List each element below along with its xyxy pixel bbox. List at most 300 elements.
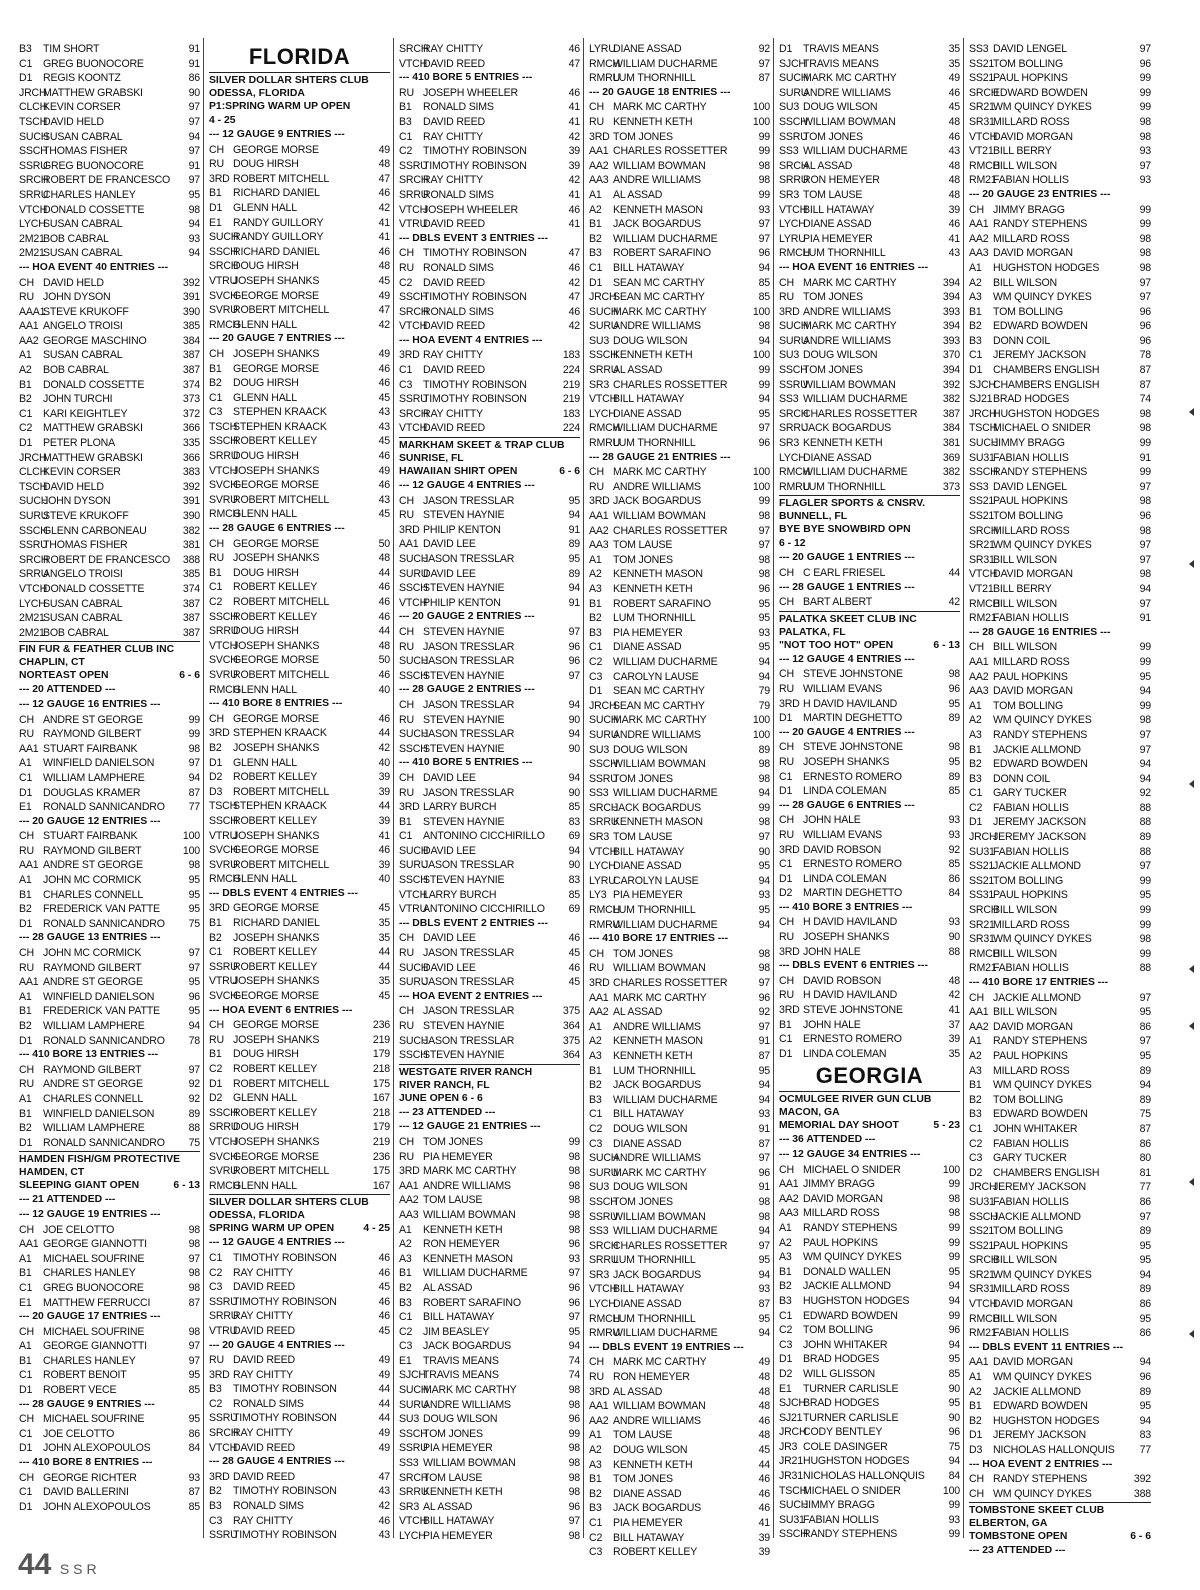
shooter-name: WILLIAM DUCHARME: [613, 1327, 718, 1340]
result-row: [969, 130, 1151, 145]
class-code: A1: [19, 1092, 32, 1105]
score: 42: [568, 320, 580, 333]
shooter-name: DOUG HIRSH: [233, 260, 299, 273]
event-header: --- 23 ATTENDED ---: [399, 1106, 496, 1118]
result-row: [589, 582, 770, 597]
result-row: [399, 1514, 580, 1529]
class-code: RMCH: [969, 597, 1000, 610]
result-row: [209, 289, 390, 304]
score: 100: [752, 349, 770, 362]
shooter-name: DAVID BALLERINI: [43, 1486, 129, 1499]
class-code: SJCH: [779, 57, 806, 70]
shooter-name: PAUL HOPKINS: [993, 889, 1068, 902]
shooter-name: HUGHSTON HODGES: [993, 407, 1100, 420]
shooter-name: ANGELO TROISI: [43, 568, 123, 581]
class-code: SRCH: [589, 1239, 619, 1252]
class-code: JRCH: [19, 86, 47, 99]
score: 91: [758, 1035, 770, 1048]
score: 94: [758, 670, 770, 683]
class-code: D2: [209, 1092, 223, 1105]
class-code: SSRU: [399, 393, 428, 406]
result-row: [19, 1252, 200, 1267]
score: 99: [1139, 641, 1151, 654]
shooter-name: RANDY GUILLORY: [233, 216, 324, 229]
score: 89: [568, 567, 580, 580]
shooter-name: ROBERT MITCHELL: [233, 1165, 330, 1178]
result-row: [19, 626, 200, 641]
score: 388: [1133, 1487, 1151, 1500]
result-row: [779, 872, 960, 887]
score: 47: [378, 304, 390, 317]
shooter-name: LUM THORNHILL: [803, 247, 886, 260]
score: 90: [948, 1411, 960, 1424]
class-code: LYCH: [19, 597, 46, 610]
score: 97: [1139, 860, 1151, 873]
shooter-name: TIM SHORT: [43, 43, 100, 55]
result-row: [209, 1047, 390, 1062]
score: 93: [948, 828, 960, 841]
event-header: --- 20 GAUGE 2 ENTRIES ---: [399, 611, 535, 623]
shooter-name: WILLIAM BOWMAN: [423, 1208, 516, 1221]
score: 41: [948, 232, 960, 245]
class-code: CLCH: [19, 466, 48, 479]
shooter-name: PIA HEMEYER: [613, 889, 683, 902]
score: 99: [568, 1135, 580, 1148]
result-row: [399, 1412, 580, 1427]
class-code: SUCH: [969, 437, 999, 450]
result-row: [589, 421, 770, 436]
shooter-name: ROBERT KELLEY: [233, 960, 318, 973]
score: 236: [372, 1150, 390, 1163]
class-code: AA1: [589, 510, 609, 522]
result-row: [969, 874, 1151, 889]
result-row: [589, 1180, 770, 1195]
shooter-name: GEORGE MORSE: [233, 902, 319, 915]
result-row: [19, 42, 200, 57]
shoot-name: 4 - 25: [209, 115, 236, 126]
score: 387: [182, 349, 200, 362]
result-row: [969, 524, 1151, 539]
score: 100: [752, 714, 770, 727]
class-code: B2: [969, 1414, 982, 1427]
result-row: [589, 553, 770, 568]
class-code: A3: [969, 291, 982, 304]
shooter-name: RON HEMEYER: [803, 174, 880, 187]
result-row: [589, 538, 770, 553]
score: 46: [568, 932, 580, 945]
shooter-name: GEORGE MORSE: [233, 289, 319, 302]
score: 97: [188, 961, 200, 974]
score: 387: [182, 626, 200, 639]
score: 98: [568, 1194, 580, 1207]
score: 94: [568, 1340, 580, 1353]
score: 94: [758, 1093, 770, 1106]
shooter-name: GARY TUCKER: [993, 787, 1067, 800]
score: 95: [1139, 670, 1151, 683]
shooter-name: RAYMOND GILBERT: [43, 728, 142, 741]
result-row: [19, 188, 200, 203]
shooter-name: PAUL HOPKINS: [993, 670, 1068, 683]
score: 43: [378, 1529, 390, 1542]
result-row: [969, 801, 1151, 816]
class-code: D1: [209, 201, 223, 214]
score: 98: [758, 568, 770, 581]
score: 39: [758, 1546, 770, 1559]
shooter-name: WILLIAM DUCHARME: [613, 1225, 718, 1238]
shooter-name: TOM BOLLING: [993, 57, 1064, 70]
class-code: CH: [969, 203, 984, 216]
shooter-name: GEORGE GIANNOTTI: [43, 1238, 147, 1251]
class-code: SUCH: [399, 728, 429, 741]
class-code: VTRU: [399, 903, 428, 916]
score: 93: [948, 1513, 960, 1526]
result-row: [969, 334, 1151, 349]
result-row: [209, 303, 390, 318]
shooter-name: CAROLYN LAUSE: [613, 874, 699, 887]
class-code: SRRU: [19, 568, 49, 581]
class-code: RU: [589, 962, 604, 975]
shooter-name: WM QUINCY DYKES: [993, 539, 1092, 552]
score: 48: [378, 158, 390, 171]
result-row: [19, 86, 200, 101]
shooter-name: DAVID MORGAN: [993, 1356, 1073, 1369]
result-row: [209, 1528, 390, 1543]
class-code: SRCH: [969, 524, 999, 537]
result-row: [589, 713, 770, 728]
score: 98: [188, 203, 200, 216]
shooter-name: JACK BOGARDUS: [613, 495, 702, 508]
score: 93: [188, 232, 200, 245]
result-row: [969, 115, 1151, 130]
shoot-name: P1:SPRING WARM UP OPEN: [209, 101, 351, 112]
score: 94: [758, 261, 770, 274]
score: 89: [948, 712, 960, 725]
result-row: [969, 86, 1151, 101]
shooter-name: EDWARD BOWDEN: [993, 758, 1088, 771]
score: 92: [188, 1078, 200, 1091]
class-code: SRCH: [19, 553, 49, 566]
shooter-name: WILLIAM DUCHARME: [423, 1267, 528, 1280]
shooter-name: LUM THORNHILL: [613, 904, 696, 917]
class-code: C3: [399, 1340, 413, 1353]
shooter-name: RANDY STEPHENS: [993, 466, 1088, 479]
shooter-name: MARK MC CARTHY: [613, 1356, 707, 1369]
shooter-name: DAVID REED: [423, 115, 485, 128]
score: 95: [1139, 1312, 1151, 1325]
shooter-name: TOM LAUSE: [613, 1429, 673, 1442]
shooter-name: ROBERT SARAFINO: [423, 1296, 521, 1309]
score: 74: [1139, 393, 1151, 406]
club-location: RIVER RANCH, FL: [399, 1079, 490, 1091]
class-code: VTCH: [969, 568, 998, 581]
result-row: [589, 801, 770, 816]
score: 100: [942, 1163, 960, 1176]
class-code: 2M21: [19, 626, 45, 639]
score: 375: [562, 1005, 580, 1018]
shooter-name: JASON TRESSLAR: [423, 728, 515, 741]
result-row: [589, 290, 770, 305]
result-row: [399, 305, 580, 320]
class-code: SJCH: [969, 378, 996, 391]
class-code: B3: [399, 1296, 412, 1309]
class-code: VTCH: [969, 1298, 998, 1311]
score: 97: [758, 422, 770, 435]
result-row: [399, 1179, 580, 1194]
result-row: [399, 1471, 580, 1486]
class-code: SR21: [969, 918, 995, 931]
shooter-name: ANDRE WILLIAMS: [423, 1179, 511, 1192]
shooter-name: DAVID REED: [233, 1470, 295, 1483]
shooter-name: BILL HATAWAY: [613, 261, 685, 274]
class-code: SRCH: [589, 801, 619, 814]
result-row: [399, 931, 580, 946]
score: 80: [1139, 1152, 1151, 1165]
score: 87: [188, 1486, 200, 1499]
result-row: [209, 405, 390, 420]
score: 46: [568, 961, 580, 974]
result-row: [589, 1399, 770, 1414]
shoot-title: [969, 1530, 1151, 1544]
class-code: 2M21: [19, 232, 45, 245]
result-row: [589, 1151, 770, 1166]
shooter-name: GLENN HALL: [233, 873, 297, 886]
shooter-name: TOM LAUSE: [803, 188, 863, 201]
result-row: [589, 1093, 770, 1108]
class-code: RU: [779, 291, 794, 304]
class-code: SURU: [779, 86, 809, 99]
class-code: SU31: [969, 845, 995, 858]
result-row: [589, 1297, 770, 1312]
class-code: RMCH: [209, 508, 240, 521]
result-row: [969, 232, 1151, 247]
class-code: SSRU: [399, 1442, 428, 1455]
shooter-name: ROBERT DE FRANCESCO: [43, 553, 171, 566]
score: 392: [942, 378, 960, 391]
score: 95: [188, 188, 200, 201]
magazine-name: SSR: [59, 1561, 101, 1577]
class-code: C3: [589, 1137, 603, 1150]
class-code: CH: [779, 916, 794, 929]
class-code: SURU: [589, 1166, 619, 1179]
shooter-name: BILL WILSON: [993, 904, 1057, 917]
shooter-name: KARI KEIGHTLEY: [43, 407, 128, 420]
class-code: AA2: [19, 334, 39, 347]
result-row: [589, 203, 770, 218]
result-row: [779, 755, 960, 770]
class-code: SUCH: [399, 1384, 429, 1397]
shooter-name: FABIAN HOLLIS: [993, 1137, 1069, 1150]
class-code: SRCH: [969, 1254, 999, 1267]
shooter-name: ANDRE WILLIAMS: [613, 1020, 701, 1033]
shooter-name: KENNETH MASON: [423, 1252, 513, 1265]
score: 42: [378, 318, 390, 331]
class-code: C1: [399, 130, 413, 143]
score: 99: [758, 495, 770, 508]
shooter-name: BILL WILSON: [993, 641, 1057, 654]
event-header: --- 20 GAUGE 12 ENTRIES ---: [19, 815, 161, 827]
score: 44: [378, 727, 390, 740]
result-row: [209, 318, 390, 333]
shooter-name: MARK MC CARTHY: [803, 320, 897, 333]
class-code: SRRU: [19, 188, 49, 201]
shooter-name: DAVID LEE: [423, 771, 476, 784]
score: 46: [378, 1251, 390, 1264]
result-row: [399, 640, 580, 655]
shooter-name: WM QUINCY DYKES: [993, 933, 1092, 946]
score: 96: [948, 682, 960, 695]
class-code: JR3: [779, 1440, 798, 1453]
class-code: 3RD: [779, 843, 800, 856]
result-row: [589, 611, 770, 626]
score: 98: [1139, 261, 1151, 274]
shooter-name: STEPHEN KRAACK: [233, 727, 327, 740]
score: 385: [182, 568, 200, 581]
class-code: RU: [19, 291, 34, 304]
score: 94: [758, 334, 770, 347]
result-row: [19, 378, 200, 393]
class-code: SS21: [969, 57, 995, 70]
shooter-name: RAY CHITTY: [233, 1310, 293, 1323]
class-code: VTRU: [399, 218, 428, 231]
shoot-name: JUNE OPEN 6 - 6: [399, 1092, 483, 1104]
score: 94: [1139, 685, 1151, 698]
shooter-name: EDWARD BOWDEN: [993, 86, 1088, 99]
shooter-name: ANGELO TROISI: [43, 320, 123, 333]
shooter-name: TOM LAUSE: [613, 831, 673, 844]
score: 35: [948, 1047, 960, 1060]
shooter-name: FABIAN HOLLIS: [993, 962, 1069, 975]
result-row: [209, 916, 390, 931]
score: 97: [188, 115, 200, 128]
shooter-name: LUM THORNHILL: [613, 72, 696, 85]
class-code: SR21: [969, 539, 995, 552]
shooter-name: GEORGE MORSE: [233, 362, 319, 375]
result-row: [589, 684, 770, 699]
class-code: SSCH: [589, 1195, 618, 1208]
score: 45: [378, 1281, 390, 1294]
score: 93: [1139, 174, 1151, 187]
score: 94: [758, 1268, 770, 1281]
result-row: [19, 946, 200, 961]
class-code: VTCH: [19, 203, 48, 216]
class-code: AA2: [589, 1006, 609, 1019]
score: 99: [948, 1178, 960, 1191]
result-row: [209, 478, 390, 493]
state-heading: FLORIDA: [248, 44, 351, 69]
score: 97: [1139, 159, 1151, 172]
score: 75: [188, 917, 200, 930]
class-code: A1: [969, 1371, 982, 1384]
result-row: [779, 711, 960, 726]
score: 96: [568, 655, 580, 668]
result-row: [209, 741, 390, 756]
shooter-name: STEVE JOHNSTONE: [803, 1004, 903, 1017]
result-row: [969, 1151, 1151, 1166]
class-code: SURU: [589, 320, 619, 333]
shooter-name: KENNETH KETH: [423, 1486, 503, 1499]
class-code: A2: [589, 568, 602, 581]
class-code: SRCH: [969, 86, 999, 99]
score: 364: [562, 1020, 580, 1032]
result-row: [209, 1295, 390, 1310]
class-code: RU: [779, 682, 794, 695]
score: 46: [378, 668, 390, 681]
score: 90: [568, 786, 580, 799]
event-header: --- 12 GAUGE 9 ENTRIES ---: [209, 129, 345, 140]
result-row: [209, 376, 390, 391]
score: 86: [1139, 1327, 1151, 1340]
class-code: SRCH: [209, 260, 239, 273]
class-code: C1: [969, 1122, 983, 1135]
class-code: A3: [399, 1252, 412, 1265]
result-row: [589, 1370, 770, 1385]
result-row: [209, 610, 390, 625]
result-row: [399, 1252, 580, 1267]
result-row: [399, 421, 580, 436]
class-code: SSCH: [779, 1528, 808, 1541]
shooter-name: TOM JONES: [613, 1473, 673, 1486]
class-code: D2: [969, 1166, 983, 1179]
shooter-name: MILLARD ROSS: [993, 115, 1070, 128]
result-row: [399, 829, 580, 844]
result-row: [399, 407, 580, 422]
score: 94: [188, 130, 200, 143]
result-row: [779, 1192, 960, 1207]
score: 94: [568, 582, 580, 595]
score: 45: [948, 101, 960, 114]
class-code: C2: [19, 422, 33, 435]
result-row: [589, 786, 770, 801]
class-code: SJCH: [779, 1397, 806, 1410]
score: 87: [188, 1296, 200, 1309]
result-row: [399, 1164, 580, 1179]
result-row: [969, 276, 1151, 291]
result-row: [209, 960, 390, 975]
class-code: SUCH: [399, 844, 429, 857]
score: 219: [562, 378, 580, 391]
shooter-name: GLENN HALL: [233, 318, 297, 331]
shooter-name: TOM BOLLING: [993, 305, 1064, 318]
class-code: SSCH: [209, 245, 238, 258]
shoot-name: HAWAIIAN SHIRT OPEN: [399, 466, 518, 478]
margin-arrow-icon: [1184, 1330, 1194, 1338]
result-row: [19, 421, 200, 436]
shooter-name: LINDA COLEMAN: [803, 785, 887, 798]
score: 46: [378, 450, 390, 463]
shooter-name: RAY CHITTY: [233, 1514, 293, 1527]
score: 98: [758, 1210, 770, 1223]
score: 97: [188, 757, 200, 770]
score: 94: [1139, 1079, 1151, 1092]
score: 48: [378, 639, 390, 652]
class-code: SRRU: [589, 816, 619, 829]
result-row: [399, 888, 580, 903]
result-row: [589, 217, 770, 232]
shooter-name: HUGHSTON HODGES: [993, 1414, 1100, 1427]
result-row: [589, 815, 770, 830]
shooter-name: ROBERT BENOIT: [43, 1369, 127, 1382]
score: 392: [182, 480, 200, 493]
margin-arrow-icon: [1184, 408, 1194, 416]
shooter-name: ANDRE WILLIAMS: [803, 86, 891, 99]
shooter-name: TOM BOLLING: [993, 1225, 1064, 1238]
shooter-name: ANDRE WILLIAMS: [613, 174, 701, 187]
result-row: [19, 451, 200, 466]
score: 93: [948, 814, 960, 827]
class-code: A1: [589, 1429, 602, 1442]
shooter-name: KENNETH MASON: [613, 203, 703, 216]
event-header: --- 28 GAUGE 6 ENTRIES ---: [779, 799, 915, 811]
